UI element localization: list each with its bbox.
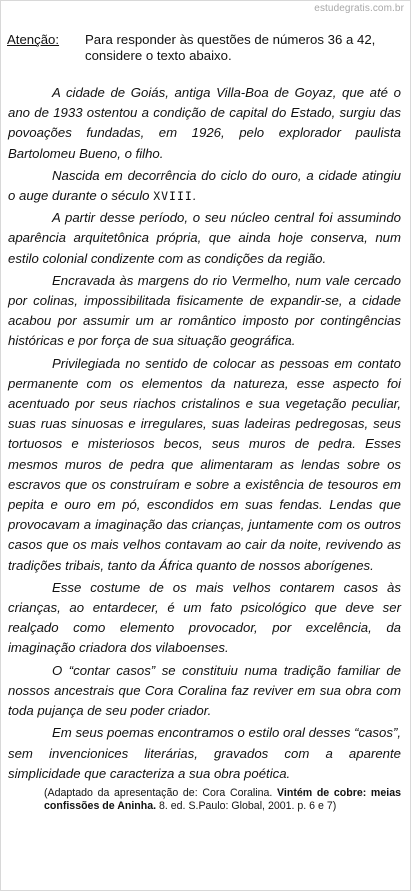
instruction-header bbox=[7, 32, 402, 64]
paragraph-1: A cidade de Goiás, antiga Villa-Boa de Goyaz, que até o ano de 1933 ostentou a condição de capital do Estado, surgiu das povoações fundadas, em 1926, pelo explorador paulista Bartolomeu Bueno, o filho. bbox=[8, 85, 401, 161]
paragraph-8: Em seus poemas encontramos o estilo oral desses “casos”, sem invencionices literárias, gravados com a aparente simplicidade que caracteriza a sua obra poética. bbox=[8, 725, 401, 781]
site-watermark: estudegratis.com.br bbox=[314, 3, 404, 14]
source-suffix: 8. ed. S.Paulo: Global, 2001. p. 6 e 7) bbox=[156, 800, 337, 813]
century-numeral: XVIII bbox=[153, 189, 193, 204]
paragraph-2 bbox=[8, 166, 401, 206]
source-prefix: (Adaptado da apresentação de: Cora Coralina. bbox=[44, 786, 278, 799]
paragraph-7: O “contar casos” se constituiu numa tradição familiar de nossos ancestrais que Cora Coralina faz reviver em sua obra com toda pujança de seu poder criador. bbox=[8, 662, 401, 719]
paragraph-6: Esse costume de os mais velhos contarem casos às crianças, ao entardecer, é um fato psicológico que deve ser realçado como elemento provocador, por excelência, da imaginação criadora dos vilaboenses. bbox=[8, 579, 401, 656]
paragraph-2-text: Nascida em decorrência do ciclo do ouro, a cidade atingiu o auge durante o século bbox=[8, 167, 401, 204]
attention-label: Atenção: bbox=[7, 32, 60, 47]
instruction-text: Para responder às questões de números 36 a 42, considere o texto abaixo. bbox=[85, 32, 376, 63]
paragraph-3: A partir desse período, o seu núcleo central foi assumindo aparência arquitetônica própria, que ainda hoje conserva, num estilo colonial condizente com as condições da região. bbox=[8, 210, 401, 266]
paragraph-2-end: . bbox=[192, 188, 197, 204]
source-citation bbox=[44, 787, 401, 813]
paragraph-4: Encravada às margens do rio Vermelho, num vale cercado por colinas, impossibilitada fisicamente de expandir-se, a cidade acabou por assumir um ar romântico imposto por contingências históricas e por força de sua situação geográfica. bbox=[8, 272, 401, 349]
paragraph-5: Privilegiada no sentido de colocar as pessoas em contato permanente com os elementos da natureza, esse aspecto foi acentuado por seus riachos cristalinos e sua vegetação peculiar, suas ruas sinuosas e irregulares, suas ladeiras pedregosas, seus tortuosos e misteriosos becos, seus muros de pedra. Esses mesmos muros de pedra que alimentaram as lendas sobre os escravos que os construíram e sobre a existência de tesouros em pepita e ouro em pó, escondidos em suas fendas. Lendas que provocavam a imaginação das crianças, juntamente com os outros casos que os mais velhos contavam ao cair da noite, revivendo as tradições tribais, tanto da África quanto de nossos aborígenes. bbox=[8, 355, 401, 573]
source-book-title: Vintém de cobre: meias confissões de Aninha. bbox=[44, 786, 401, 813]
article-text bbox=[8, 83, 401, 813]
